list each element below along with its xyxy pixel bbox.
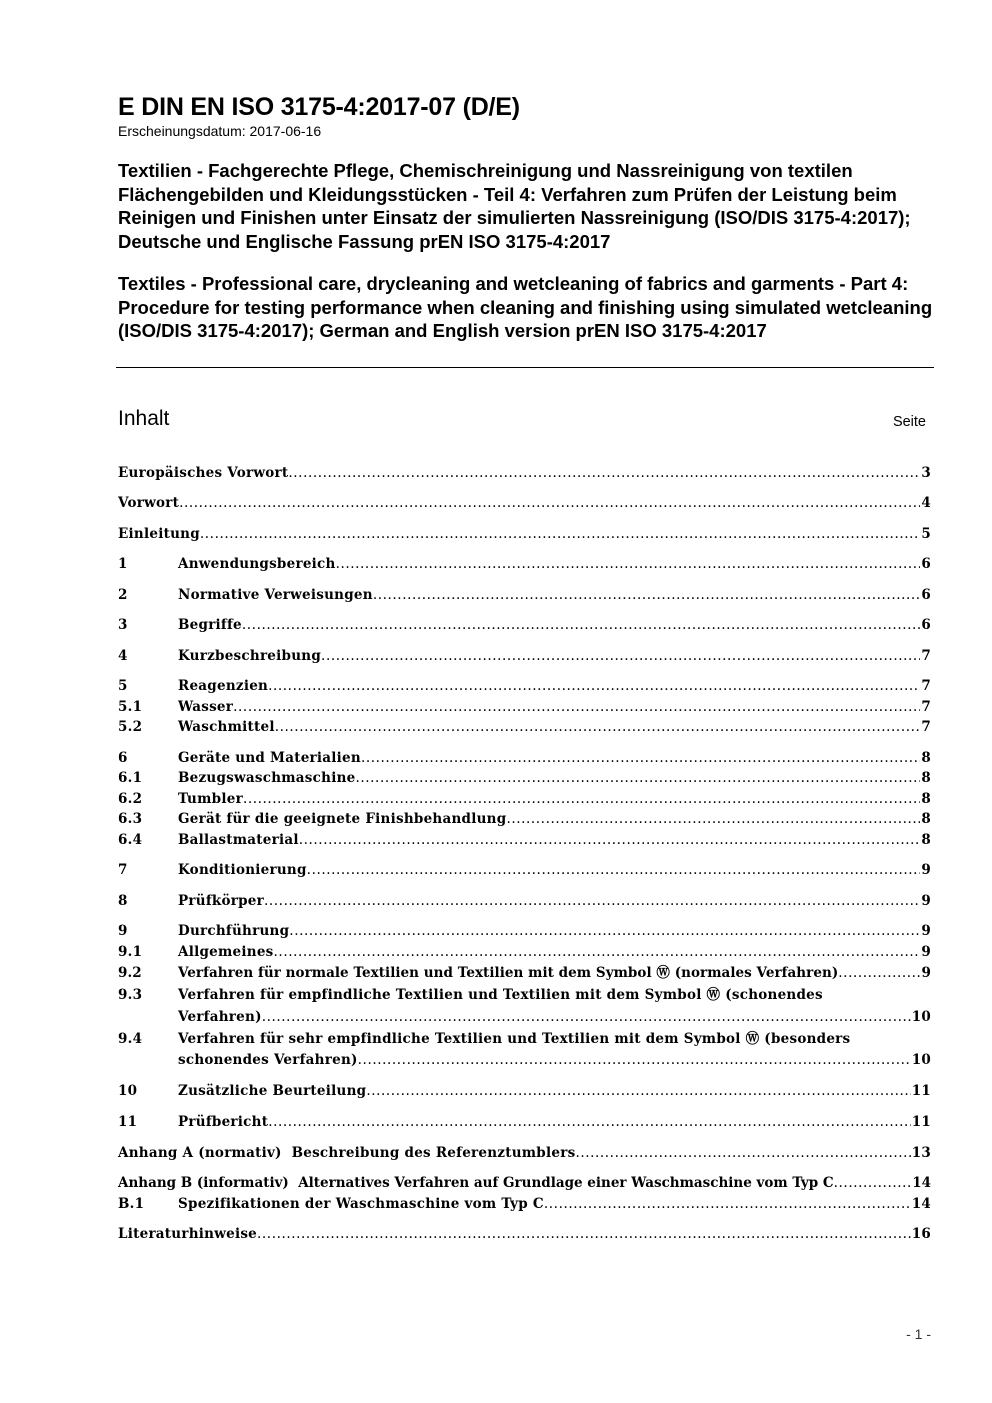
toc-entry-page: 6 <box>921 587 931 603</box>
toc-entry-title: Allgemeines <box>178 944 274 960</box>
toc-entry-number: 10 <box>118 1083 138 1099</box>
toc-entry[interactable] <box>118 1224 931 1245</box>
toc-entry-page: 4 <box>921 495 931 511</box>
toc-entry-title: Zusätzliche Beurteilung <box>178 1083 367 1099</box>
title-english: Textiles - Professional care, drycleaning and wetcleaning of fabrics and garments - Part 4: Procedure for testing performance when cleaning and finishing using simulated wetcleaning (ISO/DIS 3175-4:2017); German and English version prEN ISO 3175-4:2017 <box>118 273 933 341</box>
toc-entry-title: Konditionierung <box>178 862 307 878</box>
toc-entry-title: Einleitung <box>118 526 200 542</box>
toc-leader-dots <box>506 809 920 830</box>
toc-heading: Inhalt <box>118 407 170 430</box>
toc-entry-page: 11 <box>911 1114 931 1130</box>
toc-entry-number: 5.2 <box>118 719 143 735</box>
toc-entry-page: 8 <box>921 750 931 766</box>
toc-entry-page: 7 <box>921 678 931 694</box>
toc-entry[interactable] <box>118 1029 931 1050</box>
toc-entry[interactable] <box>118 1143 931 1164</box>
toc-entry[interactable] <box>118 463 931 484</box>
toc-entry[interactable] <box>118 891 931 912</box>
toc-entry-page: 16 <box>911 1226 931 1242</box>
toc-entry[interactable] <box>118 768 931 789</box>
toc-entry-page: 8 <box>921 811 931 827</box>
toc-entry-title: Begriffe <box>178 617 242 633</box>
toc-entry-page: 5 <box>921 526 931 542</box>
toc-entry-number: 3 <box>118 617 128 633</box>
toc-entry-page: 14 <box>912 1175 931 1191</box>
toc-entry-number: 11 <box>118 1114 138 1130</box>
toc-entry-title: Anhang A (normativ) Beschreibung des Referenztumblers <box>118 1145 576 1161</box>
toc-entry-number: 5.1 <box>118 699 143 715</box>
toc-entry[interactable] <box>118 717 931 738</box>
toc-entry-title: Waschmittel <box>178 719 275 735</box>
toc-entry-page: 13 <box>911 1145 931 1161</box>
toc-entry[interactable] <box>118 615 931 636</box>
toc-entry-number: 9 <box>118 923 128 939</box>
toc-entry-page: 9 <box>921 893 931 909</box>
toc-entry-page: 14 <box>911 1196 931 1212</box>
toc-entry-number: 6.2 <box>118 791 143 807</box>
toc-entry[interactable] <box>118 524 931 545</box>
toc-leader-dots <box>544 1194 911 1215</box>
toc-entry[interactable] <box>118 554 931 575</box>
toc-entry-title: Verfahren) <box>178 1009 262 1025</box>
toc-leader-dots <box>262 1007 911 1028</box>
toc-entry[interactable] <box>118 697 931 718</box>
toc-entry-title: Verfahren für sehr empfindliche Textilien und Textilien mit dem Symbol Ⓦ (besonders <box>178 1031 851 1047</box>
page-number: - 1 - <box>906 1326 931 1342</box>
toc-leader-dots <box>242 615 920 636</box>
toc-leader-dots <box>358 1050 911 1071</box>
toc-entry-page: 7 <box>921 699 931 715</box>
toc-entry-number: 9.4 <box>118 1031 143 1047</box>
toc-entry-title: Gerät für die geeignete Finishbehandlung <box>178 811 507 827</box>
toc-entry-continuation[interactable] <box>118 1007 931 1028</box>
toc-leader-dots <box>275 717 921 738</box>
toc-entry[interactable] <box>118 921 931 942</box>
toc-leader-dots <box>321 646 920 667</box>
header-divider <box>116 367 934 368</box>
toc-entry[interactable] <box>118 942 931 963</box>
publication-date: Erscheinungsdatum: 2017-06-16 <box>118 123 322 139</box>
toc-leader-dots <box>834 1173 912 1194</box>
toc-entry[interactable] <box>118 1173 931 1194</box>
toc-leader-dots <box>366 1081 910 1102</box>
toc-entry-page: 8 <box>921 832 931 848</box>
toc-entry[interactable] <box>118 493 931 514</box>
toc-entry-title: Normative Verweisungen <box>178 587 373 603</box>
document-id: E DIN EN ISO 3175-4:2017-07 (D/E) <box>118 93 520 121</box>
toc-leader-dots <box>268 1112 911 1133</box>
toc-leader-dots <box>274 942 921 963</box>
toc-entry-number: 4 <box>118 648 128 664</box>
toc-entry[interactable] <box>118 809 931 830</box>
toc-entry-title: Literaturhinweise <box>118 1226 258 1242</box>
toc-entry-title: Durchführung <box>178 923 290 939</box>
toc-entry-number: 6 <box>118 750 128 766</box>
toc-entry-continuation[interactable] <box>118 1050 931 1071</box>
toc-entry-page: 9 <box>921 965 931 981</box>
toc-entry[interactable] <box>118 963 931 984</box>
toc-entry-title: Vorwort <box>118 495 180 511</box>
toc-entry-page: 10 <box>911 1052 931 1068</box>
toc-leader-dots <box>264 891 920 912</box>
toc-entry-title: Verfahren für empfindliche Textilien und Textilien mit dem Symbol Ⓦ (schonendes <box>178 987 823 1003</box>
toc-entry-page: 6 <box>921 617 931 633</box>
toc-entry[interactable] <box>118 676 931 697</box>
toc-leader-dots <box>373 585 921 606</box>
toc-entry-title: Bezugswaschmaschine <box>178 770 356 786</box>
toc-entry-title: Wasser <box>178 699 234 715</box>
toc-entry-number: 9.2 <box>118 965 142 981</box>
toc-entry-title: Anhang B (informativ) Alternatives Verfahren auf Grundlage einer Waschmaschine vom Typ C <box>118 1175 834 1191</box>
toc-leader-dots <box>299 830 921 851</box>
toc-entry-number: 7 <box>118 862 128 878</box>
toc-entry-page: 10 <box>911 1009 931 1025</box>
toc-leader-dots <box>336 554 921 575</box>
toc-entry-title: Geräte und Materialien <box>178 750 361 766</box>
title-german: Textilien - Fachgerechte Pflege, Chemischreinigung und Nassreinigung von textilen Flächengebilden und Kleidungsstücken - Teil 4: Verfahren zum Prüfen der Leistung beim Reinigen und Finishen unter Einsatz der simulierten Nassreinigung (ISO/DIS 3175-4:2017); Deutsche und Englische Fassung prEN ISO 3175-4:2017 <box>118 160 911 252</box>
toc-entry[interactable] <box>118 646 931 667</box>
toc-page-column-label: Seite <box>892 414 926 430</box>
toc-entry-page: 9 <box>921 862 931 878</box>
toc-entry-number: 6.3 <box>118 811 143 827</box>
toc-entry-number: 5 <box>118 678 128 694</box>
toc-leader-dots <box>257 1224 911 1245</box>
toc-entry-title: schonendes Verfahren) <box>178 1052 358 1068</box>
toc-entry-number: B.1 <box>118 1196 145 1212</box>
toc-leader-dots <box>288 463 920 484</box>
toc-entry-number: 2 <box>118 587 128 603</box>
toc-entry-page: 6 <box>921 556 931 572</box>
toc-entry[interactable] <box>118 789 931 810</box>
toc-leader-dots <box>289 921 920 942</box>
toc-entry[interactable] <box>118 1112 931 1133</box>
toc-entry-title: Kurzbeschreibung <box>178 648 322 664</box>
toc-entry-number: 1 <box>118 556 128 572</box>
toc-entry-title: Europäisches Vorwort <box>118 465 289 481</box>
toc-entry-number: 6.1 <box>118 770 143 786</box>
toc-entry-number: 8 <box>118 893 128 909</box>
toc-entry-number: 9.3 <box>118 987 143 1003</box>
toc-entry[interactable] <box>118 585 931 606</box>
toc-leader-dots <box>838 963 920 984</box>
toc-entry-number: 6.4 <box>118 832 143 848</box>
toc-leader-dots <box>575 1143 910 1164</box>
toc-entry-page: 7 <box>921 648 931 664</box>
toc-entry[interactable] <box>118 985 931 1006</box>
toc-leader-dots <box>179 493 920 514</box>
toc-entry[interactable] <box>118 830 931 851</box>
toc-leader-dots <box>268 676 920 697</box>
toc-entry-number: 9.1 <box>118 944 143 960</box>
toc-entry-page: 9 <box>921 944 931 960</box>
toc-leader-dots <box>355 768 920 789</box>
toc-entry-page: 3 <box>921 465 931 481</box>
toc-entry-page: 7 <box>921 719 931 735</box>
toc-leader-dots <box>233 697 920 718</box>
toc-leader-dots <box>307 860 921 881</box>
toc-entry-title: Tumbler <box>178 791 243 807</box>
toc-entry[interactable] <box>118 748 931 769</box>
toc-entry-title: Ballastmaterial <box>178 832 299 848</box>
toc-entry[interactable] <box>118 1194 931 1215</box>
toc-entry-title: Spezifikationen der Waschmaschine vom Typ C <box>178 1196 544 1212</box>
toc-entry-page: 8 <box>921 791 931 807</box>
toc-entry[interactable] <box>118 860 931 881</box>
toc-leader-dots <box>361 748 920 769</box>
toc-leader-dots <box>200 524 920 545</box>
toc-entry-title: Prüfbericht <box>178 1114 269 1130</box>
toc-entry-title: Anwendungsbereich <box>178 556 336 572</box>
toc-entry-title: Reagenzien <box>178 678 269 694</box>
toc-entry-page: 9 <box>921 923 931 939</box>
toc-entry-title: Verfahren für normale Textilien und Textilien mit dem Symbol Ⓦ (normales Verfahren) <box>178 965 839 981</box>
toc-entry-page: 11 <box>911 1083 931 1099</box>
toc-entry-page: 8 <box>921 770 931 786</box>
toc-leader-dots <box>243 789 920 810</box>
toc-entry[interactable] <box>118 1081 931 1102</box>
toc-entry-title: Prüfkörper <box>178 893 264 909</box>
